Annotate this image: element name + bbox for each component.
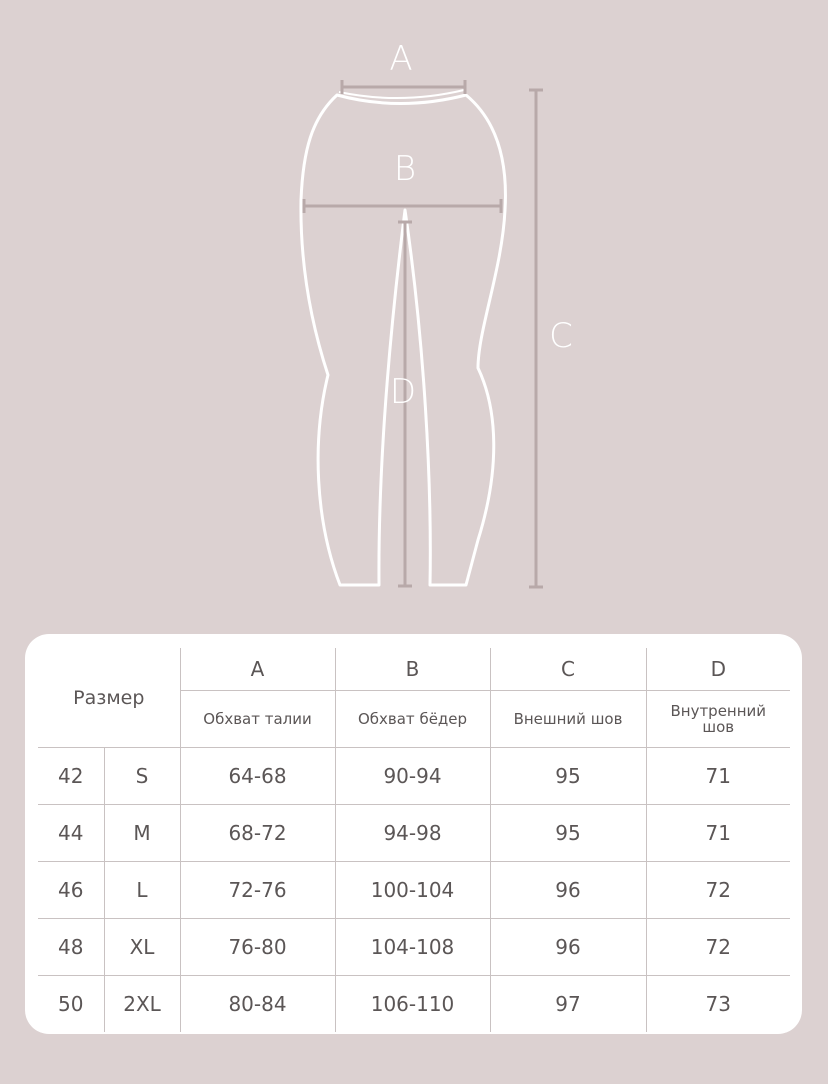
table-row xyxy=(38,748,790,805)
waistband-line xyxy=(339,90,464,98)
size-ru: 48 xyxy=(38,919,104,976)
size-ru: 42 xyxy=(38,748,104,805)
table-row xyxy=(38,919,790,976)
label-b: B xyxy=(393,149,417,189)
header-row-letters xyxy=(38,648,790,691)
size-intl: M xyxy=(104,805,180,862)
value-c: 96 xyxy=(490,919,646,976)
table-row xyxy=(38,862,790,919)
column-letter-b: B xyxy=(335,648,490,691)
value-a: 68-72 xyxy=(180,805,335,862)
column-desc-b: Обхват бёдер xyxy=(335,691,490,748)
value-a: 76-80 xyxy=(180,919,335,976)
size-intl: XL xyxy=(104,919,180,976)
value-d: 73 xyxy=(646,976,790,1033)
value-d: 72 xyxy=(646,919,790,976)
value-d: 72 xyxy=(646,862,790,919)
column-letter-c: C xyxy=(490,648,646,691)
value-c: 96 xyxy=(490,862,646,919)
value-d: 71 xyxy=(646,748,790,805)
size-header: Размер xyxy=(38,648,180,748)
size-intl: S xyxy=(104,748,180,805)
column-letter-a: A xyxy=(180,648,335,691)
size-table xyxy=(38,648,790,1032)
value-c: 95 xyxy=(490,805,646,862)
column-desc-c: Внешний шов xyxy=(490,691,646,748)
size-ru: 50 xyxy=(38,976,104,1033)
column-desc-a: Обхват талии xyxy=(180,691,335,748)
size-ru: 44 xyxy=(38,805,104,862)
value-b: 104-108 xyxy=(335,919,490,976)
table-row xyxy=(38,805,790,862)
value-a: 72-76 xyxy=(180,862,335,919)
value-a: 80-84 xyxy=(180,976,335,1033)
column-desc-d: Внутренний шов xyxy=(646,691,790,748)
value-c: 97 xyxy=(490,976,646,1033)
value-b: 90-94 xyxy=(335,748,490,805)
size-table-card xyxy=(25,634,802,1034)
size-ru: 46 xyxy=(38,862,104,919)
size-intl: L xyxy=(104,862,180,919)
table-row xyxy=(38,976,790,1033)
label-d: D xyxy=(389,372,417,412)
value-b: 106-110 xyxy=(335,976,490,1033)
column-letter-d: D xyxy=(646,648,790,691)
size-intl: 2XL xyxy=(104,976,180,1033)
value-a: 64-68 xyxy=(180,748,335,805)
label-a: A xyxy=(389,39,413,79)
value-b: 94-98 xyxy=(335,805,490,862)
value-c: 95 xyxy=(490,748,646,805)
value-b: 100-104 xyxy=(335,862,490,919)
value-d: 71 xyxy=(646,805,790,862)
label-c: C xyxy=(549,316,573,356)
